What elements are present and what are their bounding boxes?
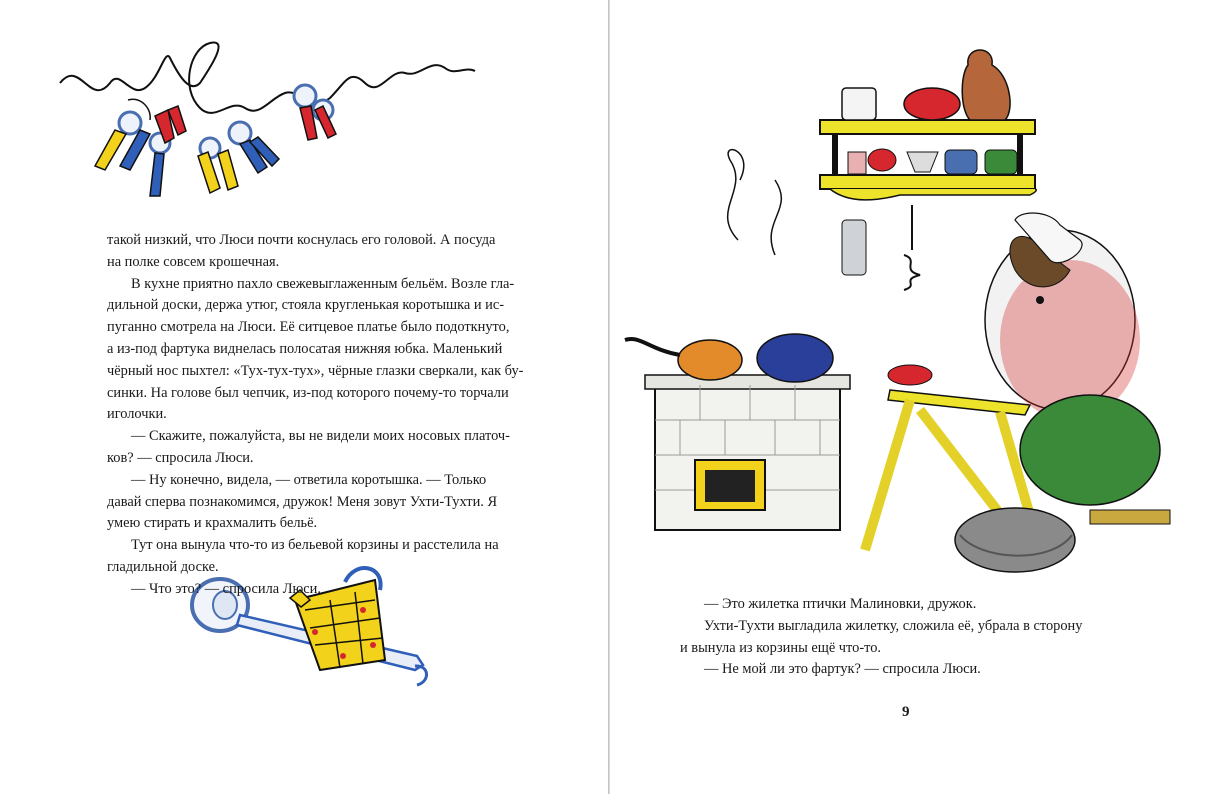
text-line: — Не мой ли это фартук? — спросила Люси. — [704, 661, 981, 678]
book-gutter — [608, 0, 610, 794]
text-line: давай сперва познакомимся, дружок! Меня зовут Ухти-Тухти. Я — [107, 493, 498, 510]
text-line: дильной доски, держа утюг, стояла кругленькая коротышка и ис- — [107, 297, 505, 314]
text-line: пуганно смотрела на Люси. Её ситцевое платье было подоткнуто, — [107, 319, 510, 336]
text-line: синки. На голове был чепчик, из-под которого почему-то торчали — [107, 384, 509, 401]
text-line: иголочки. — [107, 406, 167, 423]
text-line: В кухне приятно пахло свежевыглаженным бельём. Возле гла- — [131, 275, 515, 292]
text-line: такой низкий, что Люси почти коснулась его головой. А посуда — [107, 232, 496, 248]
text-line: гладильной доске. — [107, 558, 219, 575]
clothespins-illustration — [60, 38, 480, 208]
text-line: — Что это? — спросила Люси. — [131, 580, 321, 597]
text-line: — Это жилетка птички Малиновки, дружок. — [704, 596, 977, 612]
left-page-text — [107, 230, 551, 601]
text-line: и вынула из корзины ещё что-то. — [680, 639, 882, 656]
text-line: — Ну конечно, видела, — ответила коротышка. — Только — [131, 471, 487, 488]
text-line: умею стирать и крахмалить бельё. — [107, 515, 318, 532]
text-line: чёрный нос пыхтел: «Тух-тух-тух», чёрные глазки сверкали, как бу- — [107, 362, 524, 379]
text-line: на полке совсем крошечная. — [107, 253, 280, 270]
right-page-text — [680, 594, 1140, 681]
kitchen-scene-illustration — [620, 40, 1180, 585]
text-line: а из-под фартука виднелась полосатая нижняя юбка. Маленький — [107, 340, 503, 357]
text-line: Ухти-Тухти выгладила жилетку, сложила её, убрала в сторону — [704, 617, 1083, 634]
text-line: Тут она вынула что-то из бельевой корзины и расстелила на — [131, 537, 499, 554]
page-number: 9 — [902, 704, 910, 720]
text-line: — Скажите, пожалуйста, вы не видели моих носовых платоч- — [131, 428, 510, 445]
text-line: ков? — спросила Люси. — [107, 449, 254, 466]
